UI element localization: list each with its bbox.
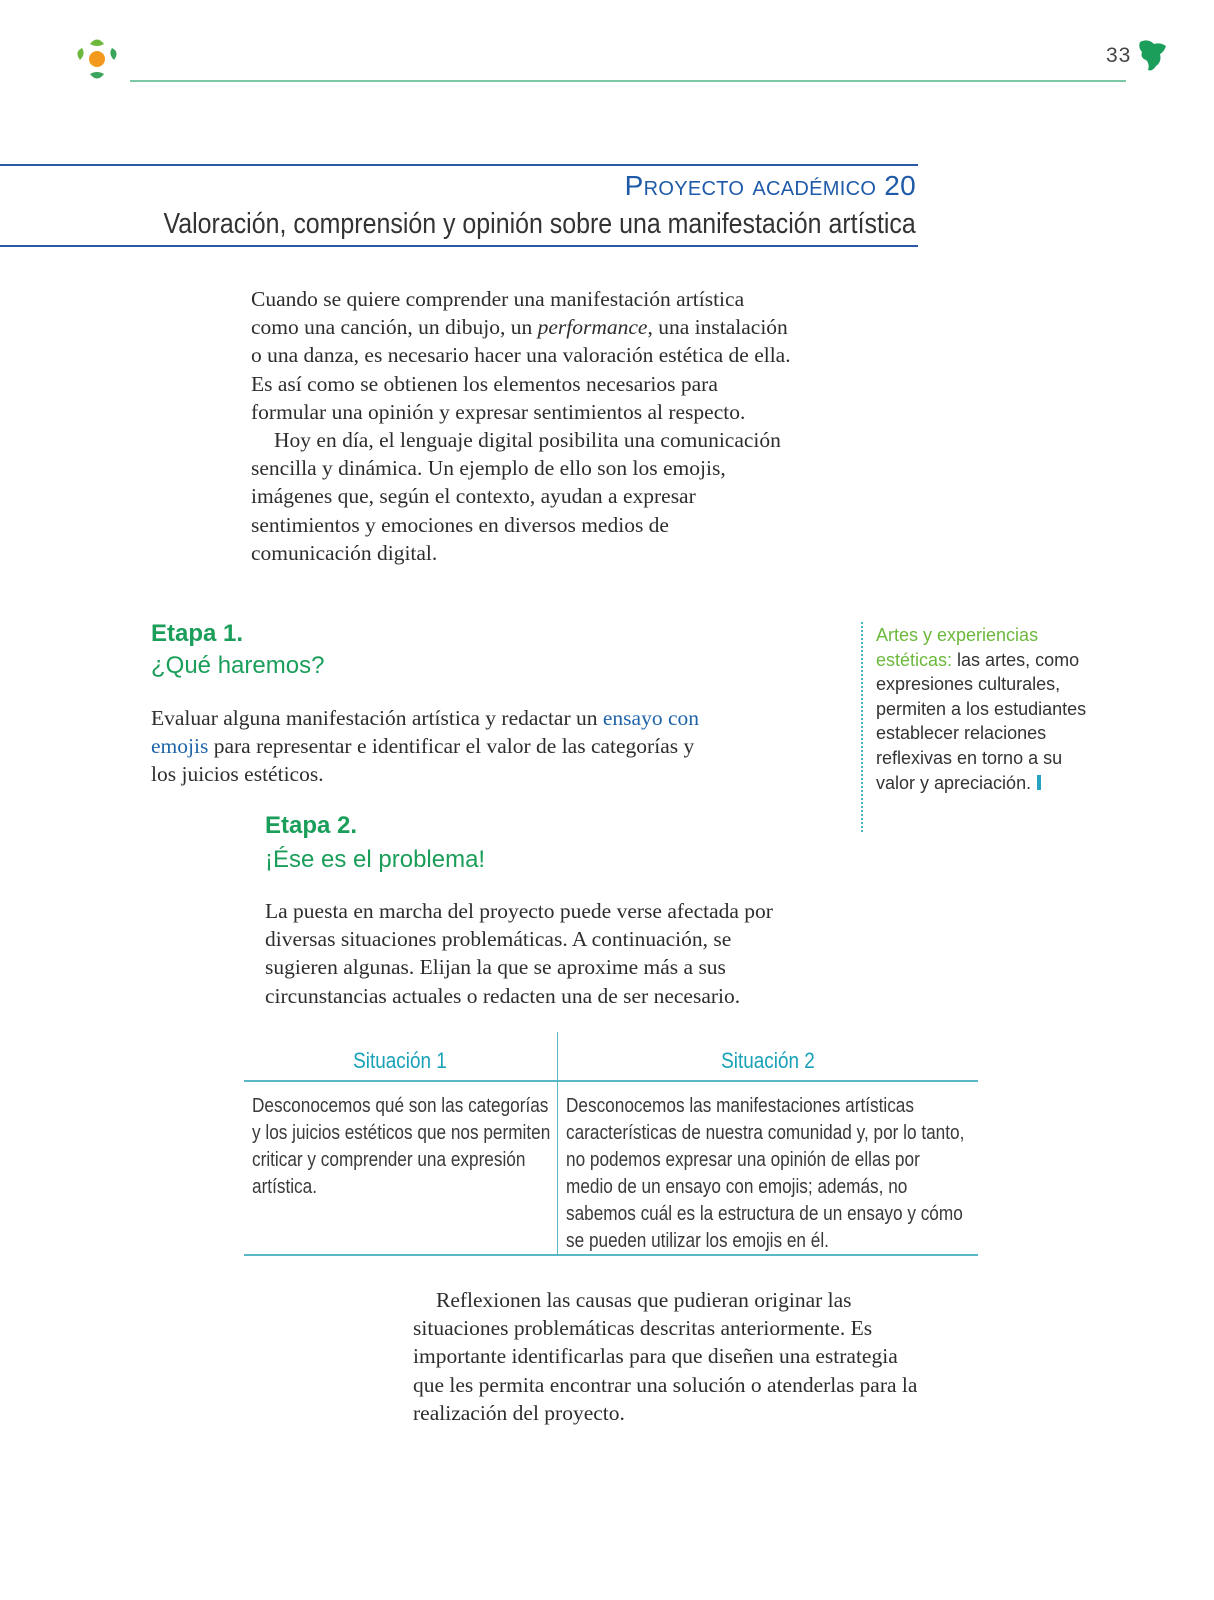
page-number: 33 — [1106, 44, 1132, 67]
end-marker-icon — [1037, 775, 1041, 790]
etapa2-text: La puesta en marcha del proyecto puede verse afectada por diversas situaciones problemáticas. A continuación, se sugieren algunas. Elijan la que se aproxime más a sus circunstancias actuales o redacten una de ser necesario. — [265, 899, 773, 1008]
header-rule — [130, 80, 1126, 82]
table-cell-situacion-1: Desconocemos qué son las categorías y los juicios estéticos que nos permiten criticar y comprender una expresión artística. — [252, 1095, 551, 1198]
side-note-rule — [861, 622, 863, 832]
etapa1-subtitle: ¿Qué haremos? — [151, 652, 325, 679]
table-cell-situacion-2: Desconocemos las manifestaciones artísticas características de nuestra comunidad y, por lo tanto, no podemos expresar una opinión de ellas por medio de un ensayo con emojis; además, no sabemos cuál es la estructura de un ensayo y cómo se pueden utilizar los emojis en él. — [566, 1095, 965, 1252]
project-label: Proyecto académico 20 — [624, 170, 916, 201]
project-title: Valoración, comprensión y opinión sobre una manifestación artística — [163, 208, 916, 240]
intro-text — [251, 285, 791, 567]
side-note — [876, 623, 1106, 795]
etapa2-heading: Etapa 2. — [265, 812, 358, 839]
etapa1-text: Evaluar alguna manifestación artística y redactar un ensayo con emojis para representar e identificar el valor de las categorías y los juicios estéticos. — [151, 706, 700, 787]
etapa1-heading: Etapa 1. — [151, 620, 244, 647]
flower-logo-icon — [70, 32, 126, 84]
etapa2-subtitle: ¡Ése es el problema! — [265, 846, 486, 873]
table-header-situacion-1: Situación 1 — [353, 1048, 447, 1073]
closing-paragraph: Reflexionen las causas que pudieran originar las situaciones problemáticas descritas anteriormente. Es importante identificarlas para que diseñen una estrategia que les permita encontrar una solución o atenderlas para la realización del proyecto. — [413, 1288, 918, 1425]
title-rule-bottom — [0, 245, 918, 247]
intro-paragraph-2: Hoy en día, el lenguaje digital posibilita una comunicación sencilla y dinámica. Un ejemplo de ello son los emojis, imágenes que, según el contexto, ayudan a expresar sentimientos y emociones en diversos medios de comunicación digital. — [251, 428, 781, 565]
side-note-text: las artes, como expresiones culturales, permiten a los estudiantes establecer relaciones reflexivas en torno a su valor y apreciación. — [876, 649, 1087, 793]
side-note-term: Artes y experiencias estéticas: — [876, 625, 1039, 670]
intro-paragraph-1: Cuando se quiere comprender una manifestación artística como una canción, un dibujo, un performance, una instalación o una danza, es necesario hacer una valoración estética de ella. Es así como se obtienen los elementos necesarios para formular una opinión y expresar sentimientos al respecto. — [251, 287, 791, 424]
mexico-map-icon — [1136, 38, 1170, 74]
title-rule-top — [0, 164, 918, 166]
glossary-link-ensayo-con-emojis[interactable]: ensayo con emojis — [151, 706, 700, 759]
table-divider-vertical — [557, 1032, 558, 1256]
table-divider-header — [244, 1080, 978, 1082]
table-header-situacion-2: Situación 2 — [721, 1048, 815, 1073]
